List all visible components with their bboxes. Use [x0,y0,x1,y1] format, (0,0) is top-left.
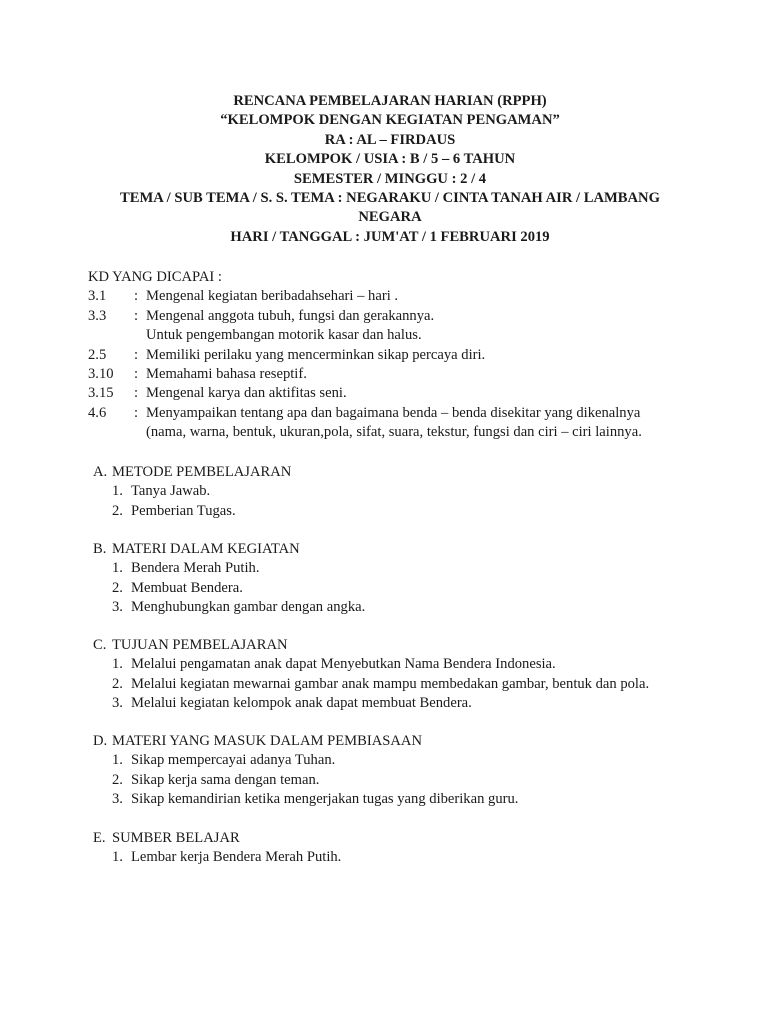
list-item [93,790,713,809]
header-theme: TEMA / SUB TEMA / S. S. TEMA : NEGARAKU / CINTA TANAH AIR / LAMBANG [120,190,660,207]
header-title: RENCANA PEMBELAJARAN HARIAN (RPPH) [233,93,547,109]
item-number: 3. [112,791,123,808]
kd-code: 3.10 [88,366,114,383]
section-list [93,751,713,809]
item-text: Bendera Merah Putih. [131,560,260,577]
kd-code: 3.15 [88,385,114,402]
kd-text: Memiliki perilaku yang mencerminkan sikap percaya diri. [146,346,486,363]
item-text: Melalui kegiatan mewarnai gambar anak mampu membedakan gambar, bentuk dan pola. [131,675,650,692]
section-sumber-belajar [93,829,713,868]
section-title: METODE PEMBELAJARAN [112,464,292,480]
section-heading [93,540,713,559]
item-text: Sikap kerja sama dengan teman. [131,771,320,788]
item-number: 2. [112,502,123,519]
item-text: Melalui kegiatan kelompok anak dapat membuat Bendera. [131,695,472,712]
header-date: HARI / TANGGAL : JUM'AT / 1 FEBRUARI 2019 [230,228,550,245]
section-materi-pembiasaan [93,732,713,810]
list-item [93,771,713,790]
section-metode-pembelajaran [93,463,713,521]
section-heading [93,829,713,848]
item-number: 1. [112,656,123,673]
kd-item [88,307,688,326]
list-item [93,751,713,770]
kd-colon: : [134,366,139,383]
section-title: SUMBER BELAJAR [112,830,240,846]
section-letter: D. [93,733,108,749]
kd-colon: : [134,346,139,363]
item-number: 2. [112,579,123,596]
section-letter: B. [93,541,107,557]
item-number: 3. [112,695,123,712]
kd-item [88,384,688,403]
item-text: Lembar kerja Bendera Merah Putih. [131,849,342,866]
section-tujuan-pembelajaran [93,636,713,714]
kd-code: 3.3 [88,307,107,324]
item-text: Melalui pengamatan anak dapat Menyebutkan Nama Bendera Indonesia. [131,656,556,673]
kd-colon: : [134,385,139,402]
section-title: MATERI DALAM KEGIATAN [112,541,300,557]
list-item [93,598,713,617]
item-text: Menghubungkan gambar dengan angka. [131,599,366,616]
item-text: Sikap mempercayai adanya Tuhan. [131,752,336,769]
section-materi-dalam-kegiatan [93,540,713,618]
section-letter: A. [93,464,108,480]
kd-colon: : [134,288,139,305]
kd-text-continuation: (nama, warna, bentuk, ukuran,pola, sifat, suara, tekstur, fungsi dan ciri – ciri lainnya. [146,424,642,441]
list-item [93,482,713,501]
item-number: 1. [112,483,123,500]
item-number: 3. [112,599,123,616]
kd-section [88,268,688,443]
header-school: RA : AL – FIRDAUS [324,131,456,148]
kd-text: Mengenal karya dan aktifitas seni. [146,385,347,402]
list-item [93,694,713,713]
section-list [93,559,713,617]
header-theme-cont: NEGARA [358,209,422,226]
list-item [93,579,713,598]
section-heading [93,463,713,482]
kd-text: Memahami bahasa reseptif. [146,366,307,383]
header-semester-week: SEMESTER / MINGGU : 2 / 4 [293,170,487,187]
kd-code: 3.1 [88,288,107,305]
section-title: MATERI YANG MASUK DALAM PEMBIASAAN [112,733,423,749]
kd-text: Mengenal kegiatan beribadahsehari – hari . [146,288,399,305]
list-item [93,559,713,578]
kd-title: KD YANG DICAPAI : [88,269,222,285]
item-text: Sikap kemandirian ketika mengerjakan tugas yang diberikan guru. [131,791,519,808]
section-letter: E. [93,830,106,846]
item-text: Tanya Jawab. [131,483,211,500]
item-number: 2. [112,771,123,788]
item-number: 2. [112,675,123,692]
section-title: TUJUAN PEMBELAJARAN [112,637,288,653]
item-number: 1. [112,752,123,769]
kd-text: Mengenal anggota tubuh, fungsi dan gerakannya. [146,307,435,324]
item-text: Membuat Bendera. [131,579,243,596]
list-item [93,655,713,674]
document-header [90,92,690,247]
header-group-age: KELOMPOK / USIA : B / 5 – 6 TAHUN [264,151,516,168]
section-letter: C. [93,637,107,653]
kd-code: 2.5 [88,346,107,363]
section-heading [93,732,713,751]
item-number: 1. [112,560,123,577]
section-list [93,482,713,521]
kd-text: Menyampaikan tentang apa dan bagaimana benda – benda disekitar yang dikenalnya [146,404,641,421]
kd-item [88,404,688,423]
list-item [93,502,713,521]
item-number: 1. [112,849,123,866]
list-item [93,848,713,867]
header-subtitle: “KELOMPOK DENGAN KEGIATAN PENGAMAN” [220,112,560,129]
item-text: Pemberian Tugas. [131,502,236,519]
kd-colon: : [134,404,139,421]
kd-item [88,346,688,365]
kd-item [88,365,688,384]
list-item [93,675,713,694]
section-list [93,848,713,867]
kd-item [88,287,688,306]
kd-colon: : [134,307,139,324]
kd-code: 4.6 [88,404,107,421]
kd-text-continuation: Untuk pengembangan motorik kasar dan halus. [146,327,422,344]
section-list [93,655,713,713]
section-heading [93,636,713,655]
